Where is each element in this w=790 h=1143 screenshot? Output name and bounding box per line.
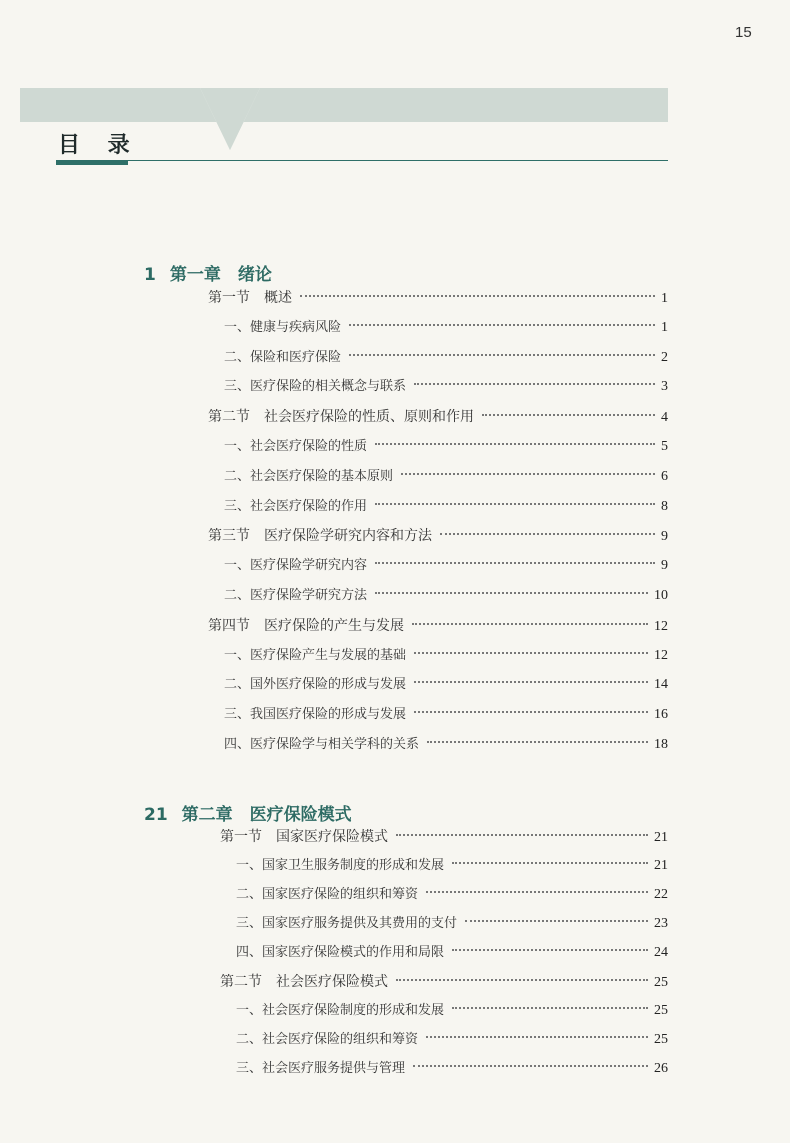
dot-leader	[375, 592, 648, 594]
dot-leader	[452, 1007, 648, 1009]
toc-subsection-entry[interactable]	[224, 437, 668, 457]
toc-section-entry[interactable]	[208, 526, 668, 546]
entry-label: 三、医疗保险的相关概念与联系	[224, 379, 407, 395]
dot-leader	[414, 383, 655, 385]
toc-subsection-entry[interactable]	[236, 885, 668, 905]
dot-leader	[413, 1065, 648, 1067]
chapter-heading[interactable]	[144, 260, 272, 285]
entry-label: 二、国家医疗保险的组织和筹资	[236, 887, 419, 902]
entry-page-number: 4	[661, 410, 668, 426]
toc-subsection-entry[interactable]	[224, 556, 668, 576]
entry-page-number: 25	[654, 975, 668, 990]
dot-leader	[375, 503, 655, 505]
entry-label: 四、医疗保险学与相关学科的关系	[224, 737, 420, 752]
toc-subsection-entry[interactable]	[236, 914, 668, 934]
chapter-title: 第二章 医疗保险模式	[181, 805, 352, 825]
entry-label: 四、国家医疗保险模式的作用和局限	[236, 945, 445, 960]
entry-label: 第三节 医疗保险学研究内容和方法	[208, 528, 432, 545]
toc-subsection-entry[interactable]	[224, 705, 668, 725]
entry-label: 一、健康与疾病风险	[224, 319, 342, 335]
entry-page-number: 10	[654, 588, 668, 603]
entry-page-number: 25	[654, 1003, 668, 1018]
entry-label: 三、我国医疗保险的形成与发展	[224, 707, 407, 723]
dot-leader	[396, 834, 648, 836]
toc-title: 目 录	[58, 133, 140, 158]
dot-leader	[465, 920, 648, 922]
entry-page-number: 24	[654, 945, 668, 960]
entry-label: 三、社会医疗保险的作用	[224, 498, 368, 514]
entry-label: 一、社会医疗保险的性质	[224, 439, 368, 454]
dot-leader	[300, 295, 655, 297]
dot-leader	[452, 949, 648, 951]
entry-label: 一、医疗保险产生与发展的基础	[224, 647, 407, 663]
entry-page-number: 23	[654, 916, 668, 931]
dot-leader	[349, 324, 655, 326]
entry-label: 第二节 社会医疗保险的性质、原则和作用	[208, 409, 474, 426]
entry-page-number: 8	[661, 498, 668, 514]
title-underline-thick	[56, 160, 128, 165]
dot-leader	[440, 533, 655, 535]
dot-leader	[375, 443, 655, 445]
chapter-page-number: 1	[144, 265, 156, 285]
toc-subsection-entry[interactable]	[224, 497, 668, 517]
dot-leader	[396, 979, 648, 981]
entry-page-number: 5	[661, 439, 668, 454]
dot-leader	[401, 473, 655, 475]
toc-subsection-entry[interactable]	[236, 1001, 668, 1021]
toc-section-entry[interactable]	[208, 288, 668, 308]
entry-page-number: 9	[661, 558, 668, 574]
entry-page-number: 1	[661, 319, 668, 335]
entry-page-number: 2	[661, 349, 668, 365]
toc-subsection-entry[interactable]	[224, 646, 668, 666]
dot-leader	[414, 681, 648, 683]
dot-leader	[426, 1036, 648, 1038]
entry-page-number: 26	[654, 1061, 668, 1076]
chapter-heading[interactable]	[144, 800, 352, 825]
entry-label: 第二节 社会医疗保险模式	[220, 974, 388, 990]
toc-subsection-entry[interactable]	[224, 675, 668, 695]
title-underline-thin	[128, 160, 668, 161]
toc-subsection-entry[interactable]	[236, 1030, 668, 1050]
toc-section-entry[interactable]	[220, 827, 668, 847]
entry-page-number: 1	[661, 291, 668, 306]
entry-label: 二、保险和医疗保险	[224, 349, 342, 365]
entry-label: 第一节 概述	[208, 290, 292, 306]
entry-page-number: 25	[654, 1032, 668, 1047]
toc-section-entry[interactable]	[208, 407, 668, 427]
entry-label: 二、社会医疗保险的基本原则	[224, 468, 394, 484]
entry-page-number: 21	[654, 830, 668, 845]
toc-subsection-entry[interactable]	[224, 318, 668, 338]
dot-leader	[414, 711, 648, 713]
dot-leader	[482, 414, 655, 416]
toc-subsection-entry[interactable]	[224, 377, 668, 397]
toc-subsection-entry[interactable]	[236, 1059, 668, 1079]
chapter-title: 第一章 绪论	[169, 265, 272, 285]
entry-page-number: 21	[654, 858, 668, 873]
entry-page-number: 9	[661, 529, 668, 545]
toc-section-entry[interactable]	[208, 616, 668, 636]
entry-page-number: 6	[661, 468, 668, 484]
page-number: 15	[735, 24, 752, 41]
dot-leader	[452, 862, 648, 864]
entry-page-number: 18	[654, 737, 668, 752]
toc-subsection-entry[interactable]	[236, 943, 668, 963]
entry-page-number: 3	[661, 379, 668, 395]
toc-subsection-entry[interactable]	[236, 856, 668, 876]
toc-subsection-entry[interactable]	[224, 735, 668, 755]
dot-leader	[375, 562, 655, 564]
entry-label: 一、社会医疗保险制度的形成和发展	[236, 1003, 445, 1018]
dot-leader	[349, 354, 655, 356]
toc-subsection-entry[interactable]	[224, 467, 668, 487]
entry-label: 三、社会医疗服务提供与管理	[236, 1061, 406, 1076]
toc-subsection-entry[interactable]	[224, 586, 668, 606]
entry-page-number: 14	[654, 677, 668, 693]
toc-section-entry[interactable]	[220, 972, 668, 992]
chapter-page-number: 21	[144, 805, 168, 825]
dot-leader	[426, 891, 648, 893]
entry-page-number: 12	[654, 647, 668, 663]
entry-label: 第四节 医疗保险的产生与发展	[208, 617, 404, 634]
toc-subsection-entry[interactable]	[224, 348, 668, 368]
entry-label: 三、国家医疗服务提供及其费用的支付	[236, 916, 458, 931]
entry-label: 二、社会医疗保险的组织和筹资	[236, 1032, 419, 1047]
entry-label: 二、国外医疗保险的形成与发展	[224, 677, 407, 693]
entry-label: 二、医疗保险学研究方法	[224, 588, 368, 603]
entry-label: 第一节 国家医疗保险模式	[220, 829, 388, 845]
entry-label: 一、医疗保险学研究内容	[224, 558, 368, 574]
dot-leader	[414, 652, 648, 654]
dot-leader	[427, 741, 648, 743]
dot-leader	[412, 623, 648, 625]
entry-page-number: 16	[654, 707, 668, 723]
entry-page-number: 22	[654, 887, 668, 902]
entry-label: 一、国家卫生服务制度的形成和发展	[236, 858, 445, 873]
entry-page-number: 12	[654, 618, 668, 634]
